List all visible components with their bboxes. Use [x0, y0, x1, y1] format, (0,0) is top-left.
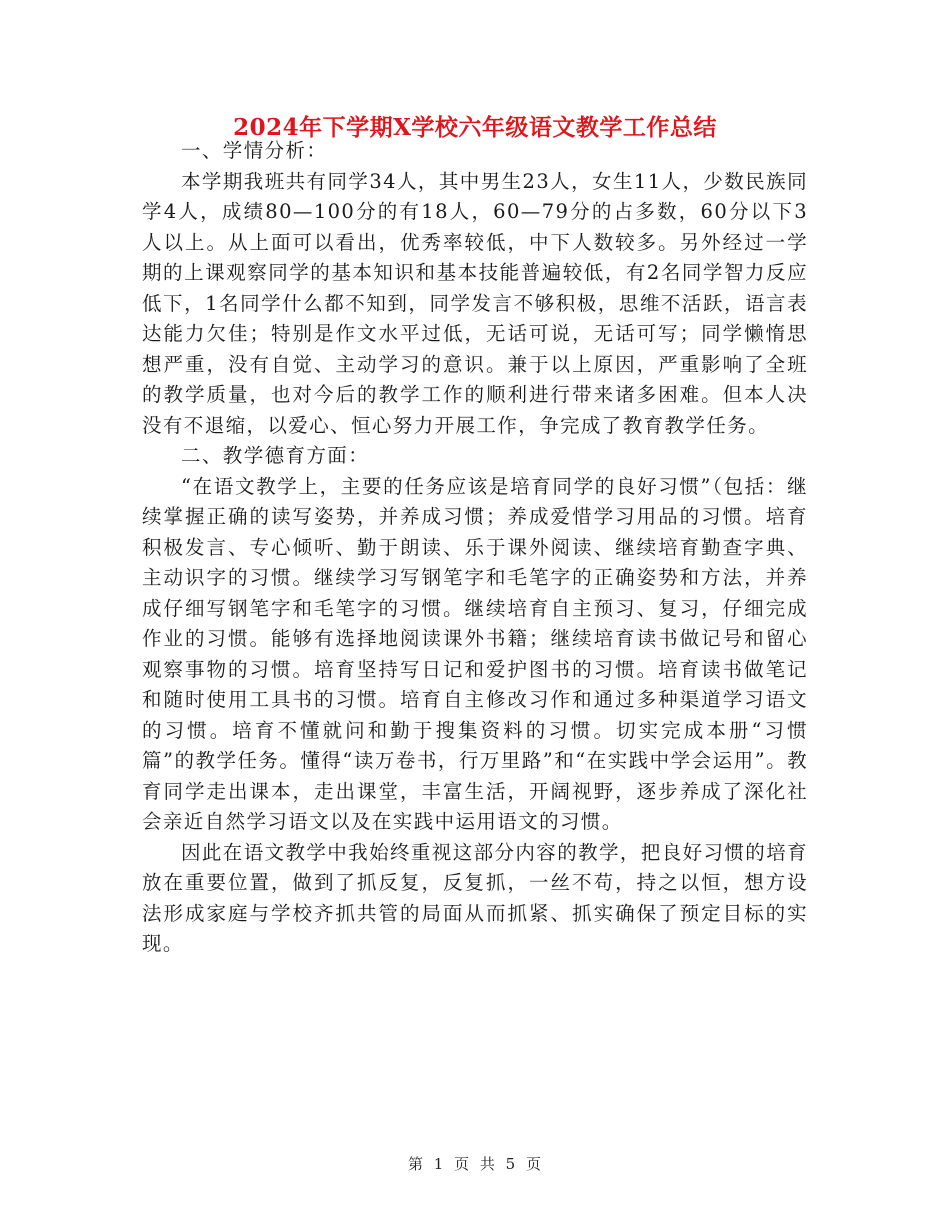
document-title: 2024年下学期X学校六年级语文教学工作总结	[233, 114, 717, 141]
section-heading-1: 一、学情分析：	[181, 139, 328, 162]
document-body	[142, 136, 808, 960]
paragraph-1: 本学期我班共有同学34人，其中男生23人，女生11人，少数民族同学4人，成绩80—100分的有18人，60—79分的占多数，60分以下3人以上。从上面可以看出，优秀率较低，中下人数较多。另外经过一学期的上课观察同学的基本知识和基本技能普遍较低，有2名同学智力反应低下，1名同学什么都不知到，同学发言不够积极，思维不活跃，语言表达能力欠佳；特别是作文水平过低，无话可说，无话可写；同学懒惰思想严重，没有自觉、主动学习的意识。兼于以上原因，严重影响了全班的教学质量，也对今后的教学工作的顺利进行带来诸多困难。但本人决没有不退缩，以爱心、恒心努力开展工作，争完成了教育教学任务。	[142, 169, 808, 437]
paragraph-2: “在语文教学上，主要的任务应该是培育同学的良好习惯”（包括：继续掌握正确的读写姿势，并养成习惯；养成爱惜学习用品的习惯。培育积极发言、专心倾听、勤于朗读、乐于课外阅读、继续培育勤查字典、主动识字的习惯。继续学习写钢笔字和毛笔字的正确姿势和方法，并养成仔细写钢笔字和毛笔字的习惯。继续培育自主预习、复习，仔细完成作业的习惯。能够有选择地阅读课外书籍；继续培育读书做记号和留心观察事物的习惯。培育坚持写日记和爱护图书的习惯。培育读书做笔记和随时使用工具书的习惯。培育自主修改习作和通过多种渠道学习语文的习惯。培育不懂就问和勤于搜集资料的习惯。切实完成本册“习惯篇”的教学任务。懂得“读万卷书，行万里路”和“在实践中学会运用”。教育同学走出课本，走出课堂，丰富生活，开阔视野，逐步养成了深化社会亲近自然学习语文以及在实践中运用语文的习惯。	[142, 474, 808, 833]
page-footer: 第 1 页 共 5 页	[408, 1155, 542, 1173]
paragraph-3: 因此在语文教学中我始终重视这部分内容的教学，把良好习惯的培育放在重要位置，做到了抓反复，反复抓，一丝不苟，持之以恒，想方设法形成家庭与学校齐抓共管的局面从而抓紧、抓实确保了预定目标的实现。	[142, 840, 809, 955]
section-heading-2: 二、教学德育方面：	[181, 444, 370, 467]
